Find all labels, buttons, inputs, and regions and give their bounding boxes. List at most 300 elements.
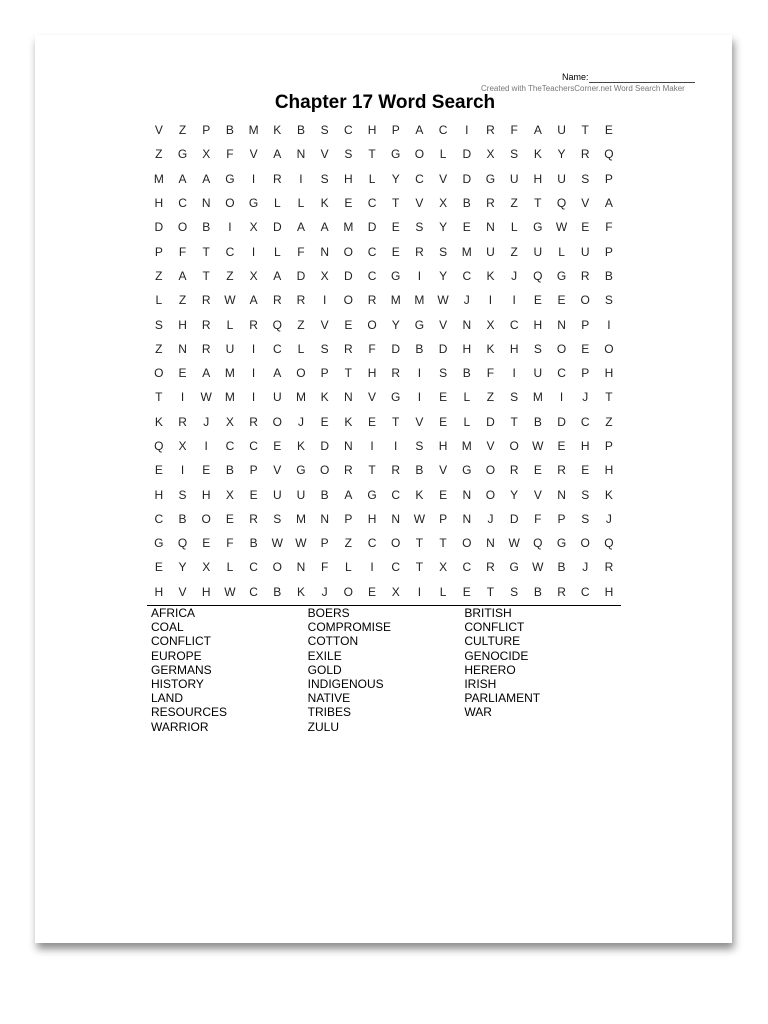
grid-letter: B [604, 268, 613, 283]
grid-letter: I [370, 560, 374, 575]
grid-letter: R [486, 123, 495, 138]
grid-letter: E [462, 220, 471, 235]
grid-letter: B [202, 220, 211, 235]
grid-letter: N [296, 147, 306, 162]
grid-letter: R [249, 317, 258, 332]
grid-letter: U [557, 123, 566, 138]
word-list-item: COTTON [307, 634, 359, 649]
grid-letter: K [320, 390, 329, 405]
grid-letter: C [249, 439, 258, 453]
word-list-item: GOLD [307, 662, 342, 677]
grid-letter: E [462, 584, 471, 599]
grid-letter: E [391, 220, 400, 235]
grid-row [147, 410, 621, 434]
grid-letter: C [509, 317, 519, 332]
grid-letter: I [370, 439, 374, 453]
grid-letter: C [367, 536, 377, 551]
grid-letter: H [462, 341, 472, 356]
grid-letter: E [154, 463, 163, 478]
grid-letter: X [249, 220, 258, 235]
grid-letter: X [178, 439, 187, 453]
grid-letter: R [272, 293, 282, 308]
grid-letter: I [512, 366, 516, 381]
grid-letter: Q [604, 536, 614, 551]
word-list-item: LAND [151, 691, 184, 706]
grid-letter: L [226, 317, 234, 332]
grid-letter: B [415, 463, 424, 478]
grid-letter: N [486, 220, 495, 235]
grid-letter: G [296, 463, 306, 478]
grid-letter: E [533, 463, 542, 478]
grid-letter: V [415, 414, 424, 429]
grid-letter: O [154, 366, 164, 381]
grid-letter: Q [604, 147, 614, 162]
grid-letter: Z [510, 196, 518, 211]
grid-letter: U [272, 390, 282, 405]
grid-letter: Q [533, 268, 543, 283]
grid-letter: R [344, 341, 353, 356]
word-list-item: GERMANS [151, 662, 212, 677]
grid-letter: K [604, 487, 613, 502]
grid-letter: R [249, 511, 258, 526]
grid-letter: S [178, 487, 187, 502]
word-list-item: RESOURCES [151, 705, 228, 720]
grid-letter: A [202, 171, 211, 186]
grid-letter: O [414, 147, 425, 162]
grid-letter: I [251, 171, 256, 186]
grid-letter: O [391, 536, 401, 551]
grid-letter: Z [155, 147, 163, 162]
grid-letter: N [486, 536, 495, 551]
grid-letter: E [225, 511, 234, 526]
grid-letter: H [438, 439, 448, 453]
grid-row [147, 580, 621, 604]
grid-letter: V [320, 147, 329, 162]
grid-letter: E [202, 536, 211, 551]
grid-letter: Z [344, 536, 353, 551]
grid-letter: S [510, 390, 519, 405]
grid-letter: P [604, 171, 613, 186]
grid-letter: A [202, 366, 211, 381]
grid-letter: B [533, 584, 542, 599]
grid-letter: E [273, 439, 282, 453]
grid-letter: O [580, 293, 590, 308]
name-label: Name: [562, 72, 589, 82]
grid-letter: E [320, 414, 329, 429]
grid-letter: W [532, 560, 544, 575]
grid-letter: S [581, 171, 590, 186]
grid-letter: H [604, 366, 614, 381]
grid-letter: H [367, 123, 377, 138]
grid-letter: D [486, 414, 495, 429]
grid-letter: A [344, 487, 353, 502]
grid-letter: W [295, 536, 307, 551]
grid-letter: X [249, 268, 258, 283]
grid-letter: D [367, 220, 377, 235]
grid-letter: K [344, 414, 353, 429]
grid-letter: I [180, 463, 185, 478]
word-list-column [308, 606, 465, 734]
grid-row [147, 385, 621, 409]
grid-letter: K [273, 123, 282, 138]
grid-letter: K [320, 196, 329, 211]
grid-letter: O [272, 414, 282, 429]
grid-letter: O [319, 463, 330, 478]
grid-letter: C [415, 171, 424, 186]
grid-letter: R [604, 560, 614, 575]
grid-letter: J [487, 511, 494, 526]
grid-letter: J [297, 414, 304, 429]
grid-letter: K [486, 341, 495, 356]
word-list-item: EXILE [307, 648, 342, 663]
word-list [151, 606, 621, 734]
grid-letter: O [201, 511, 211, 526]
grid-letter: R [580, 268, 590, 283]
grid-letter: M [390, 293, 401, 308]
grid-letter: C [154, 511, 164, 526]
grid-letter: T [368, 147, 376, 162]
word-list-item: WAR [464, 705, 492, 720]
grid-letter: H [154, 196, 164, 211]
grid-letter: Y [557, 147, 566, 162]
grid-letter: U [486, 244, 495, 259]
grid-letter: I [417, 584, 422, 599]
grid-letter: R [201, 317, 211, 332]
grid-letter: G [485, 171, 496, 186]
word-list-item: ZULU [307, 719, 340, 734]
grid-letter: I [417, 268, 422, 283]
grid-letter: Z [155, 268, 163, 283]
grid-letter: I [251, 366, 256, 381]
grid-letter: C [438, 123, 448, 138]
grid-letter: C [367, 196, 377, 211]
grid-letter: G [556, 536, 567, 551]
grid-letter: K [533, 147, 542, 162]
grid-row [147, 337, 621, 361]
grid-letter: H [201, 584, 211, 599]
word-list-item: EUROPE [151, 648, 202, 663]
grid-letter: Z [605, 414, 613, 429]
grid-letter: E [344, 317, 353, 332]
grid-letter: N [557, 487, 566, 502]
grid-letter: W [224, 584, 236, 599]
grid-letter: E [581, 463, 590, 478]
grid-letter: B [462, 366, 471, 381]
word-list-item: CONFLICT [151, 634, 211, 649]
grid-row [147, 312, 621, 336]
grid-letter: L [226, 560, 234, 575]
grid-letter: V [439, 463, 448, 478]
grid-letter: E [439, 487, 448, 502]
grid-letter: S [320, 341, 329, 356]
grid-letter: H [201, 487, 211, 502]
grid-letter: A [273, 147, 282, 162]
word-list-item: PARLIAMENT [464, 691, 541, 706]
grid-letter: O [225, 196, 235, 211]
grid-letter: M [153, 171, 164, 186]
grid-letter: G [391, 147, 401, 162]
grid-letter: T [439, 536, 447, 551]
grid-letter: A [273, 268, 282, 283]
grid-letter: D [154, 220, 164, 235]
grid-letter: I [488, 293, 493, 308]
grid-row [147, 434, 621, 458]
grid-letter: P [581, 317, 590, 332]
grid-letter: C [557, 366, 566, 381]
grid-letter: E [439, 414, 448, 429]
grid-letter: W [200, 390, 212, 405]
word-list-item: INDIGENOUS [307, 677, 384, 692]
grid-letter: R [367, 293, 377, 308]
grid-letter: M [343, 220, 354, 235]
grid-letter: P [249, 463, 258, 478]
grid-row [147, 531, 621, 555]
grid-letter: I [251, 244, 256, 259]
grid-letter: F [486, 366, 495, 381]
grid-letter: E [154, 560, 163, 575]
grid-letter: Y [510, 487, 519, 502]
grid-letter: G [462, 463, 472, 478]
grid-letter: D [320, 439, 329, 453]
grid-letter: I [228, 220, 232, 235]
grid-letter: R [344, 463, 353, 478]
grid-letter: S [415, 220, 424, 235]
grid-letter: L [368, 171, 376, 186]
grid-letter: A [273, 366, 282, 381]
grid-letter: E [249, 487, 258, 502]
grid-letter: V [273, 463, 282, 478]
grid-letter: D [509, 511, 519, 526]
grid-row [147, 215, 621, 239]
grid-letter: C [391, 560, 401, 575]
grid-letter: R [580, 147, 590, 162]
grid-letter: A [533, 123, 542, 138]
grid-letter: R [557, 584, 566, 599]
grid-letter: C [344, 123, 353, 138]
grid-letter: J [203, 414, 210, 429]
grid-letter: E [344, 196, 353, 211]
grid-letter: A [296, 220, 305, 235]
grid-letter: P [344, 511, 353, 526]
grid-letter: Q [533, 536, 543, 551]
grid-letter: C [462, 560, 472, 575]
grid-letter: R [178, 414, 187, 429]
grid-letter: G [533, 220, 543, 235]
word-list-item: COAL [151, 620, 184, 635]
grid-letter: Q [272, 317, 282, 332]
grid-letter: E [391, 244, 400, 259]
word-list-item: BOERS [307, 606, 350, 620]
grid-letter: H [367, 511, 377, 526]
grid-row [147, 507, 621, 531]
word-list-item: NATIVE [307, 691, 351, 706]
grid-letter: U [509, 171, 519, 186]
grid-row [147, 288, 621, 312]
grid-letter: D [296, 268, 306, 283]
grid-letter: G [414, 317, 425, 332]
grid-letter: V [154, 123, 163, 138]
grid-letter: Z [155, 341, 163, 356]
grid-letter: I [251, 341, 256, 356]
grid-letter: N [296, 560, 306, 575]
grid-letter: B [273, 584, 282, 599]
grid-letter: S [533, 341, 542, 356]
grid-letter: U [580, 244, 590, 259]
grid-letter: T [510, 414, 518, 429]
grid-letter: S [604, 293, 613, 308]
grid-letter: R [249, 414, 258, 429]
grid-letter: B [320, 487, 329, 502]
letter-grid [147, 118, 621, 604]
grid-letter: D [438, 341, 448, 356]
grid-letter: U [272, 487, 282, 502]
grid-letter: Y [439, 268, 448, 283]
grid-letter: R [272, 171, 282, 186]
grid-letter: R [486, 196, 495, 211]
grid-letter: L [297, 341, 305, 356]
word-list-item: CONFLICT [464, 620, 525, 635]
grid-letter: N [344, 390, 353, 405]
grid-letter: E [439, 390, 448, 405]
grid-letter: F [320, 560, 329, 575]
grid-letter: Y [391, 317, 400, 332]
grid-letter: C [580, 414, 590, 429]
grid-letter: T [605, 390, 613, 405]
grid-letter: X [202, 147, 211, 162]
grid-letter: Y [391, 171, 400, 186]
grid-letter: N [178, 341, 187, 356]
grid-letter: I [512, 293, 516, 308]
grid-letter: K [415, 487, 424, 502]
grid-letter: A [249, 293, 258, 308]
grid-letter: S [439, 244, 448, 259]
grid-letter: Z [226, 268, 234, 283]
grid-letter: K [296, 439, 305, 453]
grid-letter: P [604, 439, 613, 453]
grid-letter: P [320, 366, 329, 381]
grid-letter: B [462, 196, 471, 211]
grid-letter: O [462, 536, 472, 551]
word-list-column [151, 606, 308, 734]
grid-letter: W [437, 293, 449, 308]
grid-letter: M [248, 123, 259, 138]
grid-letter: S [154, 317, 163, 332]
grid-letter: G [225, 171, 235, 186]
grid-letter: E [533, 293, 542, 308]
grid-letter: P [604, 244, 613, 259]
grid-letter: Y [439, 220, 448, 235]
grid-letter: O [485, 487, 496, 502]
grid-letter: R [201, 341, 211, 356]
grid-row [147, 482, 621, 506]
grid-letter: D [462, 171, 472, 186]
grid-row [147, 264, 621, 288]
grid-letter: I [417, 366, 422, 381]
grid-letter: L [273, 244, 281, 259]
grid-letter: L [345, 560, 352, 575]
grid-letter: E [557, 439, 566, 453]
grid-letter: D [344, 268, 353, 283]
grid-letter: V [368, 390, 377, 405]
credit-text: Created with TheTeachersCorner.net Word Search Maker [481, 84, 685, 93]
grid-letter: O [604, 341, 614, 356]
grid-letter: F [226, 147, 234, 162]
grid-letter: C [178, 196, 187, 211]
grid-letter: I [180, 390, 185, 405]
grid-letter: L [439, 147, 447, 162]
grid-letter: L [558, 244, 565, 259]
grid-letter: J [321, 584, 328, 599]
grid-letter: O [343, 293, 354, 308]
grid-letter: L [155, 293, 163, 308]
grid-letter: V [533, 487, 542, 502]
grid-letter: H [533, 171, 543, 186]
grid-letter: V [249, 147, 258, 162]
grid-letter: G [556, 268, 567, 283]
word-list-item: HISTORY [151, 677, 204, 692]
grid-letter: U [225, 341, 235, 356]
grid-letter: O [509, 439, 519, 453]
grid-letter: X [439, 196, 448, 211]
grid-letter: L [297, 196, 305, 211]
grid-letter: X [225, 414, 234, 429]
grid-letter: C [225, 439, 235, 453]
grid-letter: I [204, 439, 208, 453]
grid-letter: A [178, 268, 187, 283]
grid-letter: P [154, 244, 163, 259]
word-list-item: WARRIOR [151, 719, 209, 734]
grid-letter: V [320, 317, 329, 332]
grid-letter: R [509, 463, 519, 478]
grid-letter: G [509, 560, 519, 575]
grid-letter: L [510, 220, 518, 235]
page-title: Chapter 17 Word Search [274, 92, 496, 113]
grid-letter: P [391, 123, 400, 138]
grid-letter: H [178, 317, 187, 332]
grid-letter: E [604, 123, 613, 138]
grid-letter: Q [177, 536, 188, 551]
grid-letter: O [580, 536, 590, 551]
grid-letter: T [392, 196, 400, 211]
grid-letter: L [463, 414, 471, 429]
grid-letter: O [367, 317, 377, 332]
grid-letter: S [581, 511, 590, 526]
grid-letter: N [344, 439, 353, 453]
word-list-item: CULTURE [464, 634, 521, 649]
grid-letter: I [251, 390, 256, 405]
grid-letter: R [391, 463, 401, 478]
grid-letter: G [248, 196, 259, 211]
grid-letter: E [202, 463, 211, 478]
grid-letter: B [249, 536, 258, 551]
grid-letter: P [581, 366, 590, 381]
grid-letter: X [486, 317, 495, 332]
grid-letter: K [154, 414, 163, 429]
grid-letter: C [272, 341, 282, 356]
grid-letter: Z [178, 293, 187, 308]
grid-letter: T [155, 390, 163, 405]
grid-letter: J [511, 268, 518, 283]
grid-letter: U [557, 171, 566, 186]
grid-letter: D [557, 414, 566, 429]
grid-row [147, 361, 621, 385]
word-list-column [464, 606, 621, 734]
grid-letter: F [510, 123, 518, 138]
grid-letter: W [224, 293, 236, 308]
grid-row [147, 555, 621, 579]
grid-letter: R [557, 463, 566, 478]
grid-letter: S [439, 366, 448, 381]
